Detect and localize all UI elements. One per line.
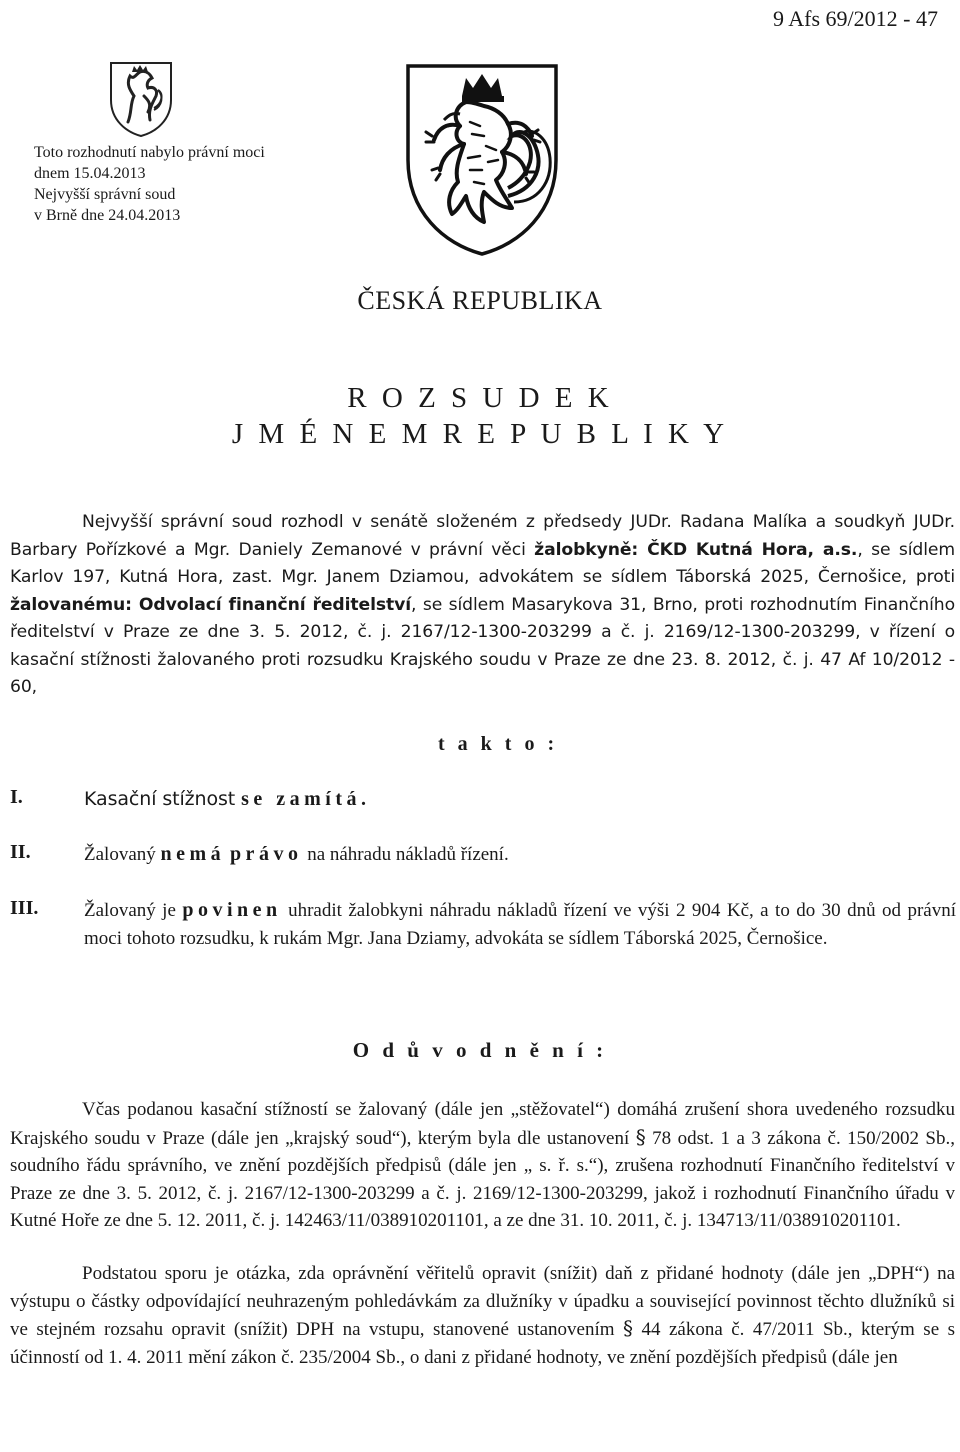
intro-paragraph	[10, 509, 955, 702]
ruling-item	[84, 897, 956, 952]
reasons-paragraph	[10, 1260, 955, 1371]
defendant-label: žalovanému: Odvolací finanční ředitelství	[10, 594, 412, 615]
ruling-item-text: Kasační stížnost	[84, 788, 242, 810]
state-coat-of-arms-icon	[404, 62, 560, 258]
ruling-item-emphasis: povinen	[182, 899, 282, 921]
verdict-title: R O Z S U D E K	[347, 382, 613, 414]
ruling-item-emphasis: právo	[229, 843, 303, 865]
paragraph-text: 78 odst. 1 a 3 zákona č. 150/2002 Sb., soudního řádu správního, ve znění pozdějších předpisů (dále jen „ s. ř. s.“), zrušena rozhodnutí Finančního ředitelství v Praze ze dne 3. 5. 2012, č. j. 2167/12-1300-203299 a č. j. 2169/12-1300-203299, jakož i rozhodnutí Finančního úřadu v Kutné Hoře ze dne 5. 12. 2011, č. j. 142463/11/038910201101, a ze dne 31. 10. 2011, č. j. 134713/11/038910201101.	[10, 1127, 955, 1231]
item-number: III.	[10, 897, 39, 919]
paragraph-text: 44 zákona č. 47/2011 Sb., kterým se s účinností od 1. 4. 2011 mění zákon č. 235/2004 Sb., o dani z přidané hodnoty, ve znění pozdějších předpisů (dále jen	[10, 1319, 956, 1368]
country-heading: ČESKÁ REPUBLIKA	[357, 286, 603, 315]
paragraph-text: Podstatou sporu je otázka, zda oprávnění věřitelů opravit (snížit) daň z přidané hodnoty (dále jen „DPH“) na výstupu o částky odpovídající neuhrazeným pohledávkám za dlužníky v úpadku a související povinnost těchto dlužníků si ve stejném rozsahu opravit (snížit) DPH na vstupu, stanovené ustanovením	[10, 1263, 955, 1340]
ruling-item	[84, 841, 956, 869]
ruling-item-text: Žalovaný	[84, 844, 161, 865]
intro-text: , se sídlem Masarykova 31, Brno, proti rozhodnutím Finančního ředitelství v Praze ze dne 3. 5. 2012, č. j. 2167/12-1300-203299 a č. j. 2169/12-1300-203299, v řízení o kasační stížnosti žalovaného proti rozsudku Krajského soudu v Praze ze dne 23. 8. 2012, č. j. 47 Af 10/2012 - 60,	[10, 594, 955, 697]
legal-effect-note	[34, 142, 265, 226]
plaintiff-label: žalobkyně: ČKD Kutná Hora, a.s.	[534, 539, 858, 560]
case-number: 9 Afs 69/2012 - 47	[773, 6, 938, 31]
ruling-intro: t a k t o :	[438, 733, 559, 755]
legal-effect-line: Nejvyšší správní soud	[34, 186, 176, 203]
reasons-heading: O d ů v o d n ě n í :	[352, 1038, 608, 1062]
ruling-item-text: Žalovaný je	[84, 900, 183, 921]
ruling-item-emphasis: nemá	[160, 843, 226, 865]
ruling-item	[84, 786, 956, 814]
item-number: II.	[10, 841, 31, 863]
section-sign: §	[635, 1124, 646, 1149]
reasons-paragraph	[10, 1096, 955, 1235]
intro-text: Nejvyšší správní soud rozhodl v senátě složeném z předsedy JUDr. Radana Malíka a soudkyň JUDr. Barbary Pořízkové a Mgr. Daniely Zemanové v právní věci	[10, 512, 955, 560]
verdict-subtitle: J M É N E M R E P U B L I K Y	[231, 418, 729, 450]
small-coat-of-arms-icon	[108, 60, 174, 138]
item-number: I.	[10, 786, 23, 808]
legal-effect-line: v Brně dne 24.04.2013	[34, 207, 181, 224]
legal-effect-line: Toto rozhodnutí nabylo právní moci	[34, 144, 265, 161]
paragraph-text: Včas podanou kasační stížností se žalovaný (dále jen „stěžovatel“) domáhá zrušení shora uvedeného rozsudku Krajského soudu v Praze (dále jen „krajský soud“), kterým byla dle ustanovení	[10, 1099, 955, 1149]
ruling-item-text: uhradit žalobkyni náhradu nákladů řízení ve výši 2 904 Kč, a to do 30 dnů od právní moci tohoto rozsudku, k rukám Mgr. Jana Dziamy, advokáta se sídlem Táborská 2025, Černošice.	[84, 900, 957, 949]
section-sign: §	[623, 1316, 633, 1340]
ruling-item-text: na náhradu nákladů řízení.	[302, 844, 509, 865]
legal-effect-line: dnem 15.04.2013	[34, 165, 146, 182]
verdict-heading	[0, 380, 960, 452]
intro-text: , se sídlem Karlov 197, Kutná Hora, zast. Mgr. Janem Dziamou, advokátem se sídlem Táborská 2025, Černošice, proti	[10, 539, 955, 587]
ruling-item-emphasis: se zamítá.	[241, 788, 371, 810]
